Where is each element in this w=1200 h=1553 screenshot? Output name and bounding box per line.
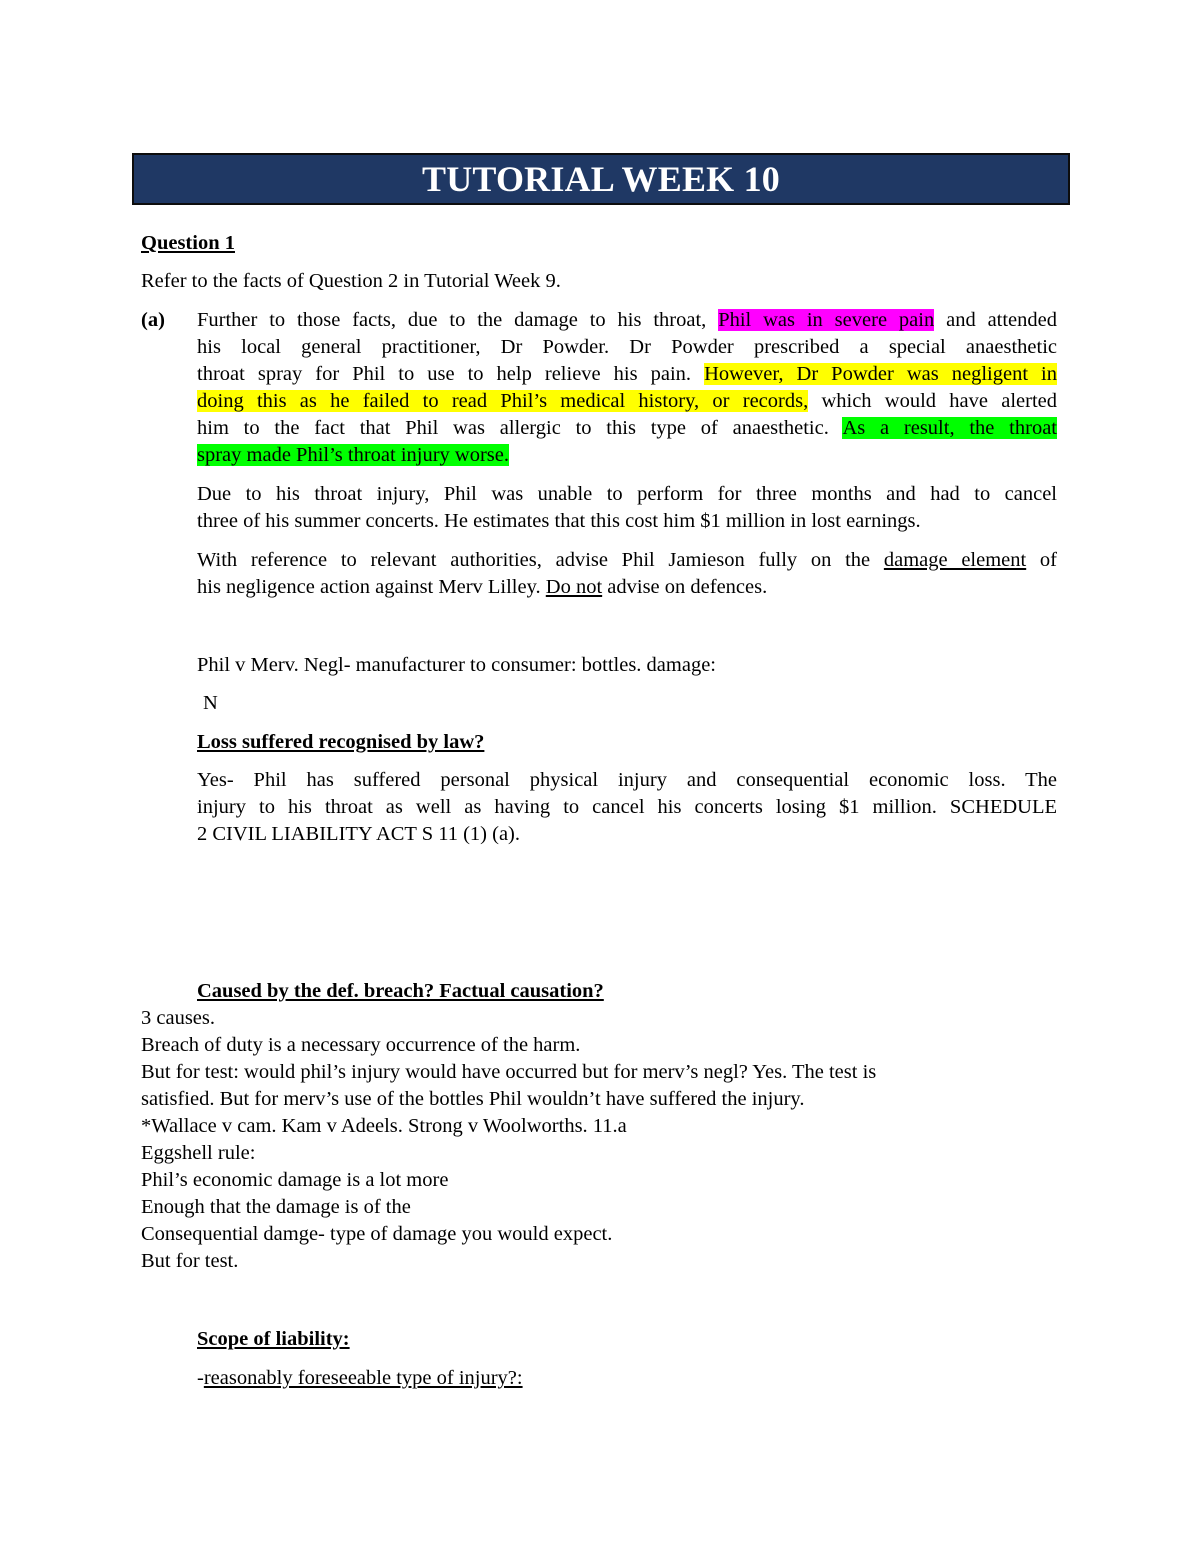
para2-line2: three of his summer concerts. He estimates that this cost him $1 million in lost earnings. — [197, 510, 921, 532]
para3-line2: his negligence action against Merv Lilley. Do not advise on defences. — [197, 576, 768, 598]
scope-item: -reasonably foreseeable type of injury?: — [197, 1367, 523, 1389]
para1-line4: doing this as he failed to read Phil’s medical history, or records, which would have alerted — [197, 390, 1057, 412]
para1-line1: Further to those facts, due to the damage to his throat, Phil was in severe pain and attended — [197, 309, 1058, 331]
highlight-as-a-result: As a result, the throat — [842, 417, 1057, 439]
para1-line5: him to the fact that Phil was allergic to this type of anaesthetic. As a result, the throat — [197, 417, 1057, 439]
highlight-injury-worse: spray made Phil’s throat injury worse. — [197, 444, 510, 466]
causation-line: Eggshell rule: — [141, 1142, 256, 1164]
para1-line2: his local general practitioner, Dr Powder. Dr Powder prescribed a special anaesthetic — [197, 336, 1057, 358]
causation-line: Consequential damge- type of damage you would expect. — [141, 1223, 613, 1245]
causation-line: *Wallace v cam. Kam v Adeels. Strong v Woolworths. 11.a — [141, 1115, 627, 1137]
page-title: TUTORIAL WEEK 10 — [422, 159, 780, 199]
causation-line: Phil’s economic damage is a lot more — [141, 1169, 449, 1191]
causation-heading: Caused by the def. breach? Factual causation? — [197, 980, 604, 1002]
loss-line3: 2 CIVIL LIABILITY ACT S 11 (1) (a). — [197, 823, 521, 845]
underline-do-not: Do not — [545, 576, 603, 598]
scope-heading: Scope of liability: — [197, 1328, 350, 1350]
question-heading: Question 1 — [141, 232, 235, 254]
para1-line3: throat spray for Phil to use to help relieve his pain. However, Dr Powder was negligent in — [197, 363, 1057, 385]
underline-damage-element: damage element — [883, 549, 1027, 571]
causation-line: Enough that the damage is of the — [141, 1196, 411, 1218]
causation-line: But for test. — [141, 1250, 239, 1272]
notes-summary: Phil v Merv. Negl- manufacturer to consumer: bottles. damage: — [197, 654, 716, 676]
part-label: (a) — [141, 309, 165, 331]
loss-heading: Loss suffered recognised by law? — [197, 731, 485, 753]
para2-line1: Due to his throat injury, Phil was unable to perform for three months and had to cancel — [197, 483, 1057, 505]
para1-line6 — [197, 442, 509, 469]
highlight-severe-pain: Phil was in severe pain — [718, 309, 935, 331]
title-banner — [132, 153, 1070, 205]
para3-line1: With reference to relevant authorities, advise Phil Jamieson fully on the damage element of — [197, 549, 1057, 571]
causation-line: But for test: would phil’s injury would have occurred but for merv’s negl? Yes. The test is — [141, 1061, 877, 1083]
loss-line1: Yes- Phil has suffered personal physical injury and consequential economic loss. The — [197, 769, 1057, 791]
notes-n-line: N — [203, 692, 218, 714]
question-intro: Refer to the facts of Question 2 in Tutorial Week 9. — [141, 270, 561, 292]
highlight-negligent: However, Dr Powder was negligent in — [704, 363, 1057, 385]
loss-line2: injury to his throat as well as having to cancel his concerts losing $1 million. SCHEDULE — [197, 796, 1057, 818]
causation-line: 3 causes. — [141, 1007, 216, 1029]
causation-line: Breach of duty is a necessary occurrence of the harm. — [141, 1034, 581, 1056]
highlight-failed-to-read: doing this as he failed to read Phil’s medical history, or records, — [197, 390, 809, 412]
causation-line: satisfied. But for merv’s use of the bottles Phil wouldn’t have suffered the injury. — [141, 1088, 805, 1110]
